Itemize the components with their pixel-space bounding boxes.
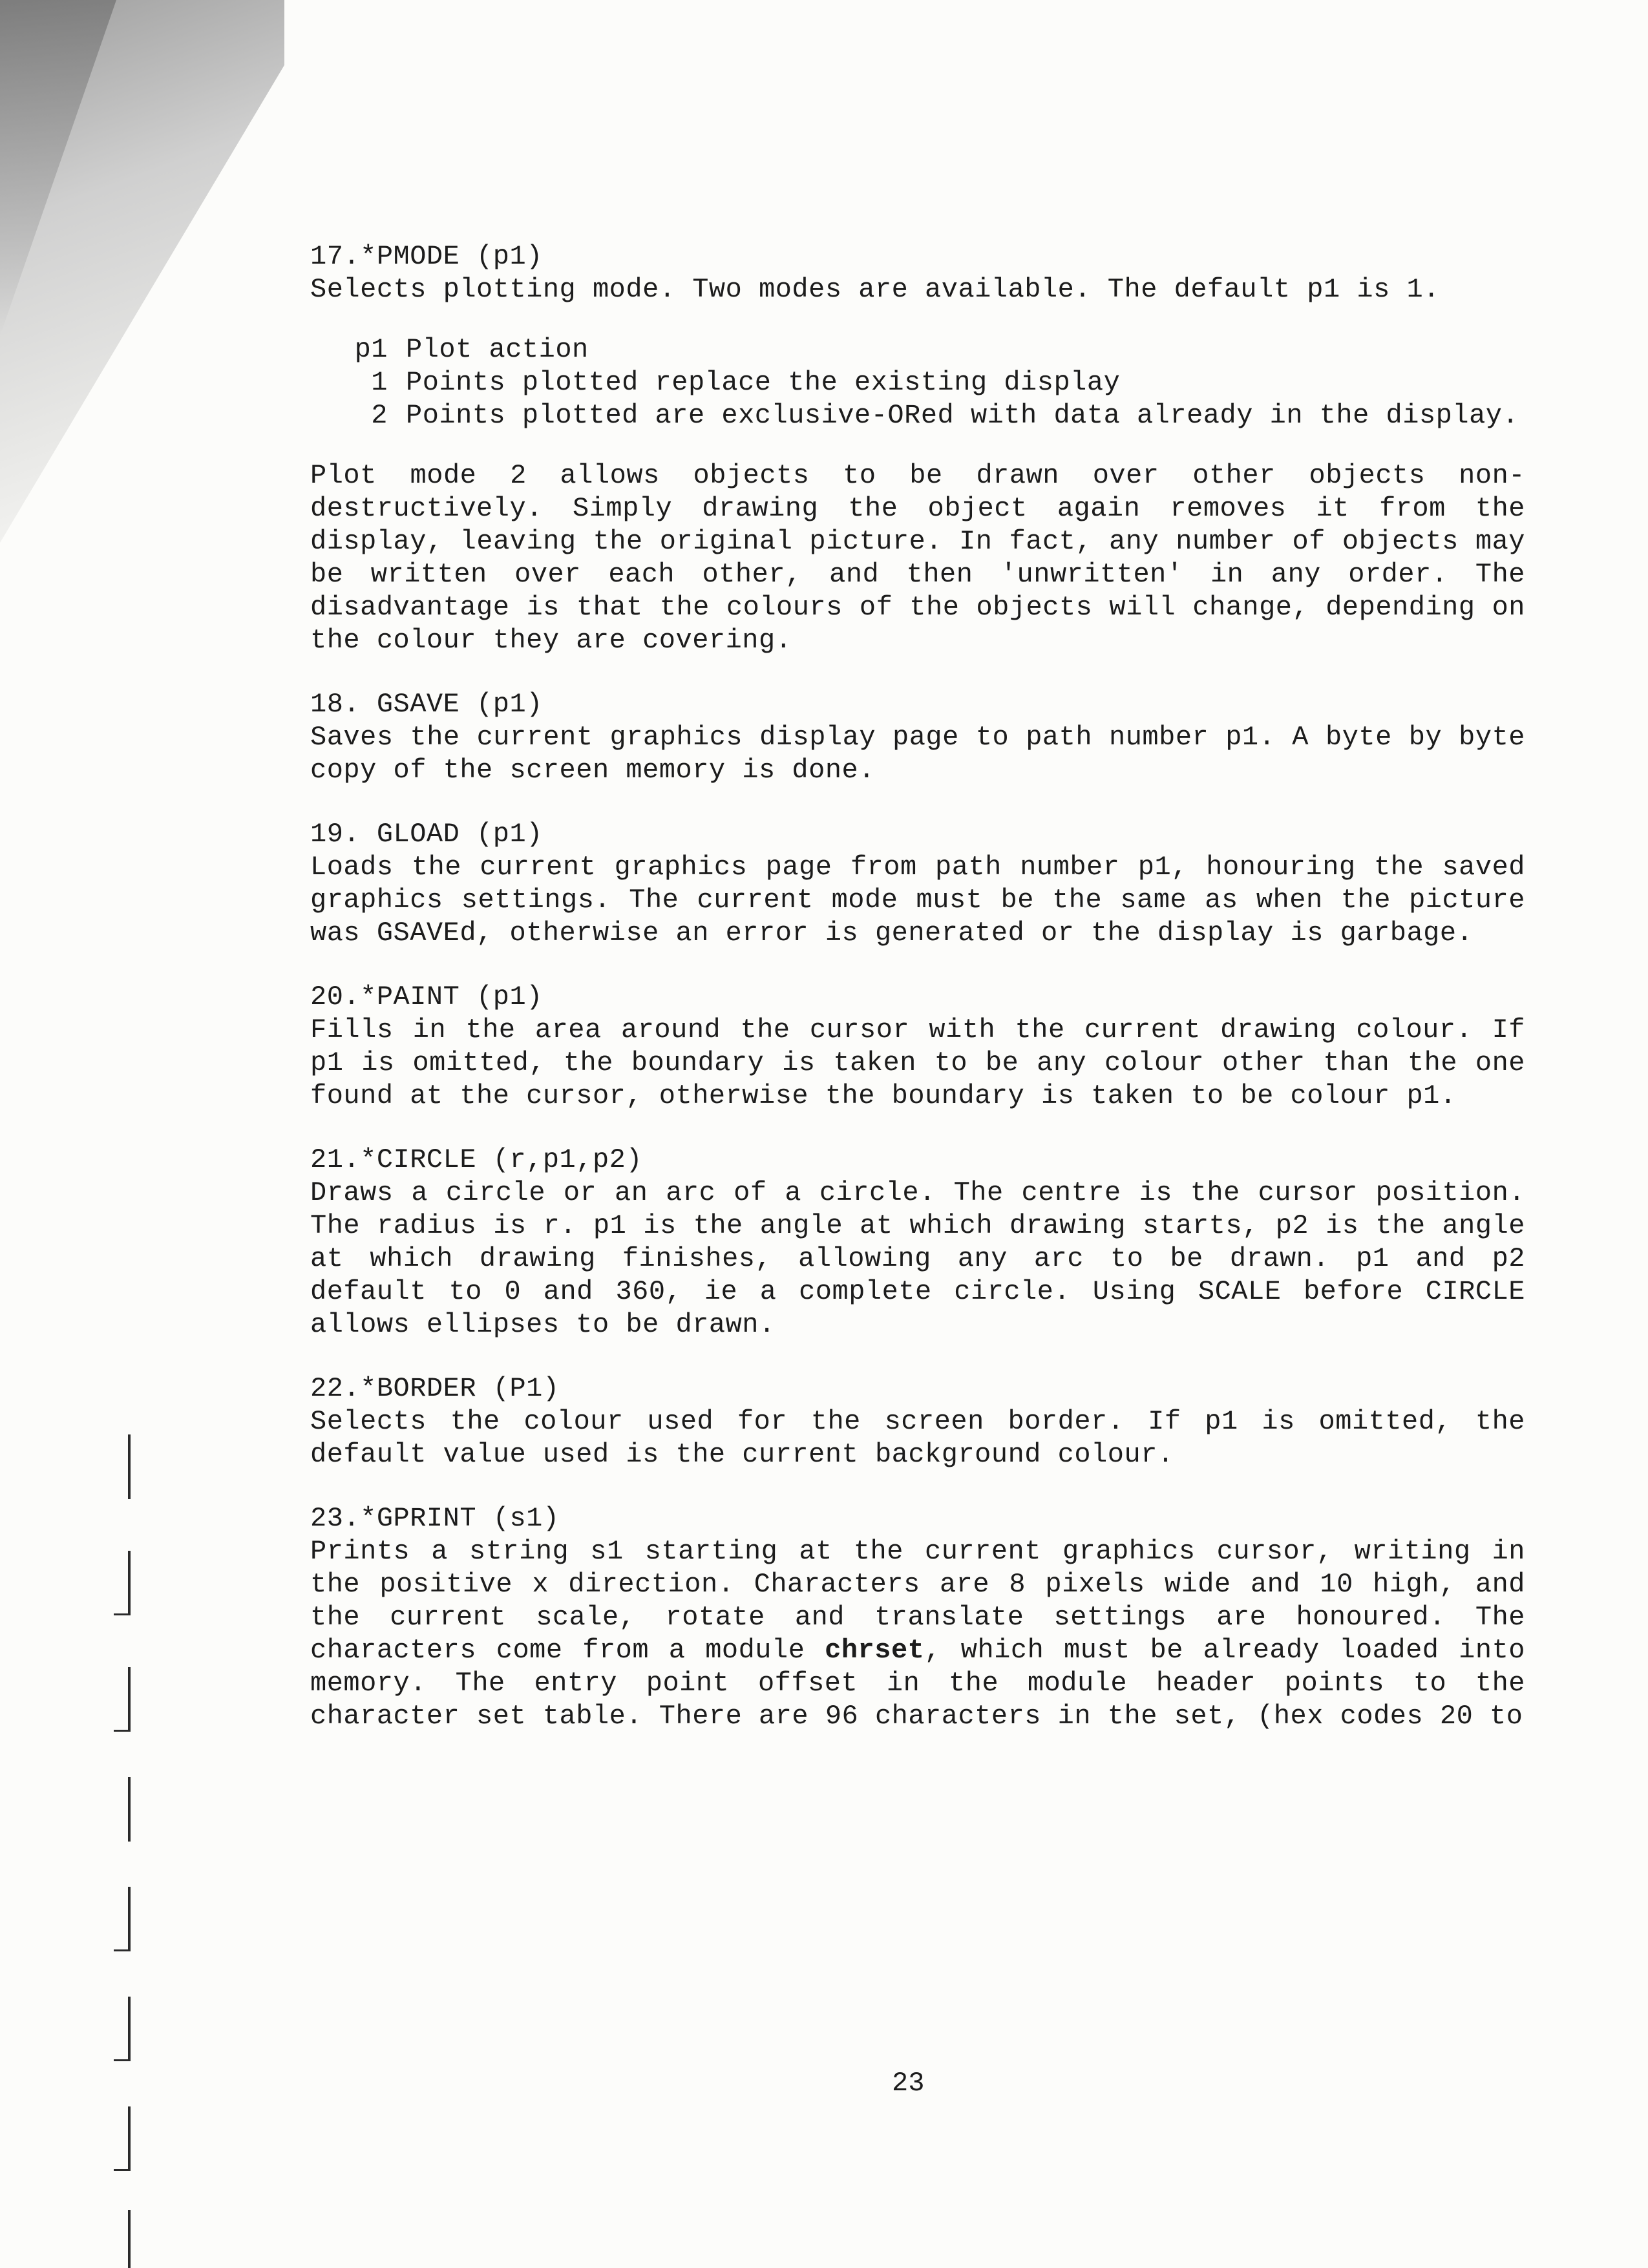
section-gload bbox=[310, 818, 1525, 950]
section-text: Loads the current graphics page from path number p1, honouring the saved graphics settings. The current mode must be the same as when the picture was GSAVEd, otherwise an error is generated or the display is garbage. bbox=[310, 852, 1525, 949]
section-text: Selects plotting mode. Two modes are available. The default p1 is 1. bbox=[310, 274, 1440, 305]
section-heading: 19. GLOAD (p1) bbox=[310, 819, 543, 850]
binding-mark bbox=[114, 2059, 128, 2061]
section-heading: 18. GSAVE (p1) bbox=[310, 689, 543, 720]
section-text: Saves the current graphics display page to path number p1. A byte by byte copy of the screen memory is done. bbox=[310, 722, 1525, 786]
binding-mark bbox=[128, 1887, 131, 1951]
section-text: Fills in the area around the cursor with the current drawing colour. If p1 is omitted, the boundary is taken to be any colour other than the one found at the cursor, otherwise the boundary is taken to be colour p1. bbox=[310, 1014, 1525, 1111]
table-row bbox=[310, 366, 1525, 399]
binding-mark bbox=[114, 1613, 128, 1615]
section-heading: 17.*PMODE (p1) bbox=[310, 241, 543, 272]
section-heading: 20.*PAINT (p1) bbox=[310, 982, 543, 1013]
section-text: Plot mode 2 allows objects to be drawn over other objects non-destructively. Simply drawing the object again removes it from the display, leaving the original picture. In fact, any number of objects may be written over each other, and then 'unwritten' in any order. The disadvantage is that the colours of the objects will change, depending on the colour they are covering. bbox=[310, 460, 1525, 656]
binding-mark bbox=[114, 2169, 128, 2171]
table-value: Points plotted are exclusive-ORed with data already in the display. bbox=[406, 400, 1519, 431]
binding-mark bbox=[128, 1434, 131, 1499]
table-value: Points plotted replace the existing display bbox=[406, 367, 1121, 398]
table-row bbox=[310, 399, 1525, 432]
section-text bbox=[310, 1535, 1525, 1733]
binding-mark bbox=[128, 1777, 131, 1842]
binding-mark bbox=[114, 1730, 128, 1732]
section-text: Draws a circle or an arc of a circle. The centre is the cursor position. The radius is r. p1 is the angle at which drawing starts, p2 is the angle at which drawing finishes, allowing any arc to be drawn. p1 and p2 default to 0 and 360, ie a complete circle. Using SCALE before CIRCLE allows ellipses to be drawn. bbox=[310, 1177, 1525, 1340]
binding-mark bbox=[128, 2106, 131, 2171]
table-key: 2 bbox=[371, 400, 388, 431]
section-gsave bbox=[310, 688, 1525, 787]
table-row bbox=[310, 333, 1525, 366]
table-value: Plot action bbox=[406, 334, 589, 365]
section-heading: 21.*CIRCLE (r,p1,p2) bbox=[310, 1144, 643, 1175]
table-key: 1 bbox=[371, 367, 388, 398]
section-text-part: , which must be already loaded into memory. The entry point offset in the module header points to the character set table. There are 96 characters in the set, (hex codes 20 to bbox=[310, 1635, 1525, 1732]
section-text-part: Prints a string s1 starting at the current graphics cursor, writing in the positive x direction. Characters are 8 pixels wide and 10 high, and the current scale, rotate and translate settings are honoured. The characters come from a module bbox=[310, 1536, 1525, 1666]
section-paint bbox=[310, 981, 1525, 1113]
binding-mark bbox=[114, 1949, 128, 1951]
table-key: p1 bbox=[354, 334, 388, 365]
binding-mark bbox=[128, 1551, 131, 1615]
plot-mode-table bbox=[310, 333, 1525, 432]
document-body bbox=[310, 240, 1525, 1764]
section-heading: 22.*BORDER (P1) bbox=[310, 1373, 560, 1404]
section-circle bbox=[310, 1144, 1525, 1341]
section-text: Selects the colour used for the screen border. If p1 is omitted, the default value used is the current background colour. bbox=[310, 1406, 1525, 1470]
section-gprint bbox=[310, 1502, 1525, 1733]
section-border bbox=[310, 1372, 1525, 1471]
section-heading: 23.*GPRINT (s1) bbox=[310, 1503, 560, 1534]
binding-mark bbox=[128, 1997, 131, 2061]
binding-mark bbox=[128, 1667, 131, 1732]
binding-mark bbox=[128, 2210, 131, 2268]
module-name: chrset bbox=[825, 1635, 925, 1666]
page-number: 23 bbox=[892, 2068, 925, 2099]
section-pmode bbox=[310, 240, 1525, 657]
